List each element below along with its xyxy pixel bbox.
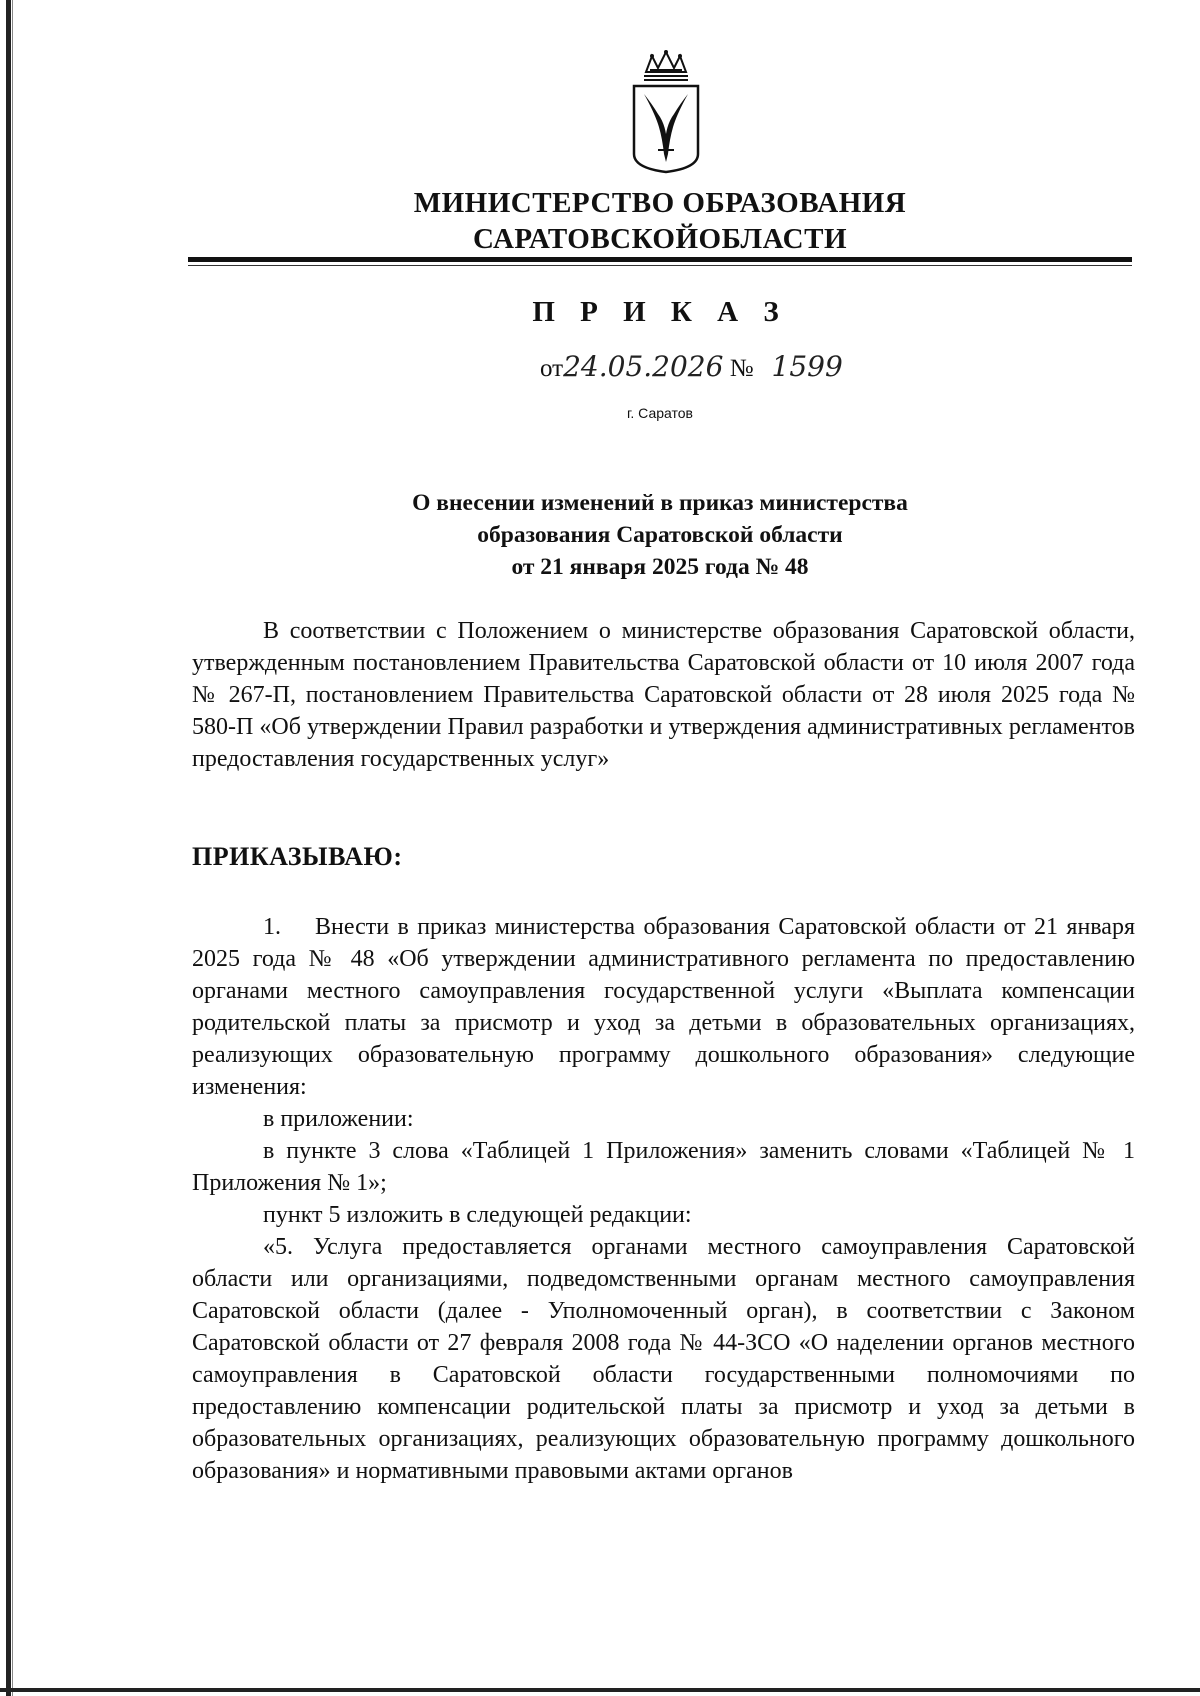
preamble-text: В соответствии с Положением о министерстве образования Саратовской области, утвержденным постановлением Правительства Саратовской области от 10 июля 2007 года № 267-П, постановлением Правительства Саратовской области от 28 июля 2025 года № 580-П «Об утверждении Правил разработки и утверждения административных регламентов предоставления государственных услуг» — [192, 618, 1135, 772]
handwritten-date: 24.05.2026 — [563, 350, 724, 383]
number-label: № — [729, 355, 754, 382]
city: г. Саратов — [627, 405, 693, 421]
order-title: П Р И К А З — [532, 296, 788, 328]
item-1 — [192, 911, 1135, 1103]
subject-line1: О внесении изменений в приказ министерства — [412, 490, 908, 516]
subject-line2: образования Саратовской области — [477, 522, 843, 548]
item-1-number: 1. — [263, 914, 281, 940]
subject-line3: от 21 января 2025 года № 48 — [511, 554, 809, 580]
scan-edge-left-shadow — [12, 0, 13, 1696]
scan-edge-left — [6, 0, 11, 1696]
order-subject — [190, 487, 1130, 583]
from-label: от — [540, 355, 564, 382]
ministry-name-line2: САРАТОВСКОЙОБЛАСТИ — [472, 223, 848, 255]
point-3-change: в пункте 3 слова «Таблицей 1 Приложения» заменить словами «Таблицей № 1 Приложения № 1»; — [192, 1138, 1135, 1196]
decree-word: ПРИКАЗЫВАЮ: — [192, 842, 403, 871]
scan-edge-bottom — [0, 1688, 1200, 1692]
coat-of-arms-emblem — [628, 50, 704, 176]
preamble — [192, 615, 1135, 775]
point-5-text: «5. Услуга предоставляется органами местного самоуправления Саратовской области или организациями, подведомственными органам местного самоуправления Саратовской области (далее - Уполномоченный орган), в соответствии с Законом Саратовской области от 27 февраля 2008 года № 44-ЗСО «О наделении органов местного самоуправления в Саратовской области государственными полномочиями по предоставлению компенсации родительской платы за присмотр и уход за детьми в образовательных организациях, реализующих образовательную программу дошкольного образования» и нормативными правовыми актами органов — [192, 1234, 1135, 1484]
ministry-name-line1: МИНИСТЕРСТВО ОБРАЗОВАНИЯ — [413, 187, 907, 219]
header-rule-thick — [188, 257, 1132, 262]
order-date-number-line — [540, 350, 843, 383]
annex-label: в приложении: — [263, 1106, 414, 1132]
handwritten-number: 1599 — [771, 350, 843, 383]
item-1-text: Внести в приказ министерства образования Саратовской области от 21 января 2025 года № 48 «Об утверждении административного регламента по предоставлению органами местного самоуправления государственной услуги «Выплата компенсации родительской платы за присмотр и уход за детьми в образовательных организациях, реализующих образовательную программу дошкольного образования» следующие изменения: — [192, 914, 1135, 1100]
header-rule-thin — [188, 265, 1132, 266]
point-5-intro: пункт 5 изложить в следующей редакции: — [263, 1202, 692, 1228]
order-items — [192, 911, 1135, 1487]
